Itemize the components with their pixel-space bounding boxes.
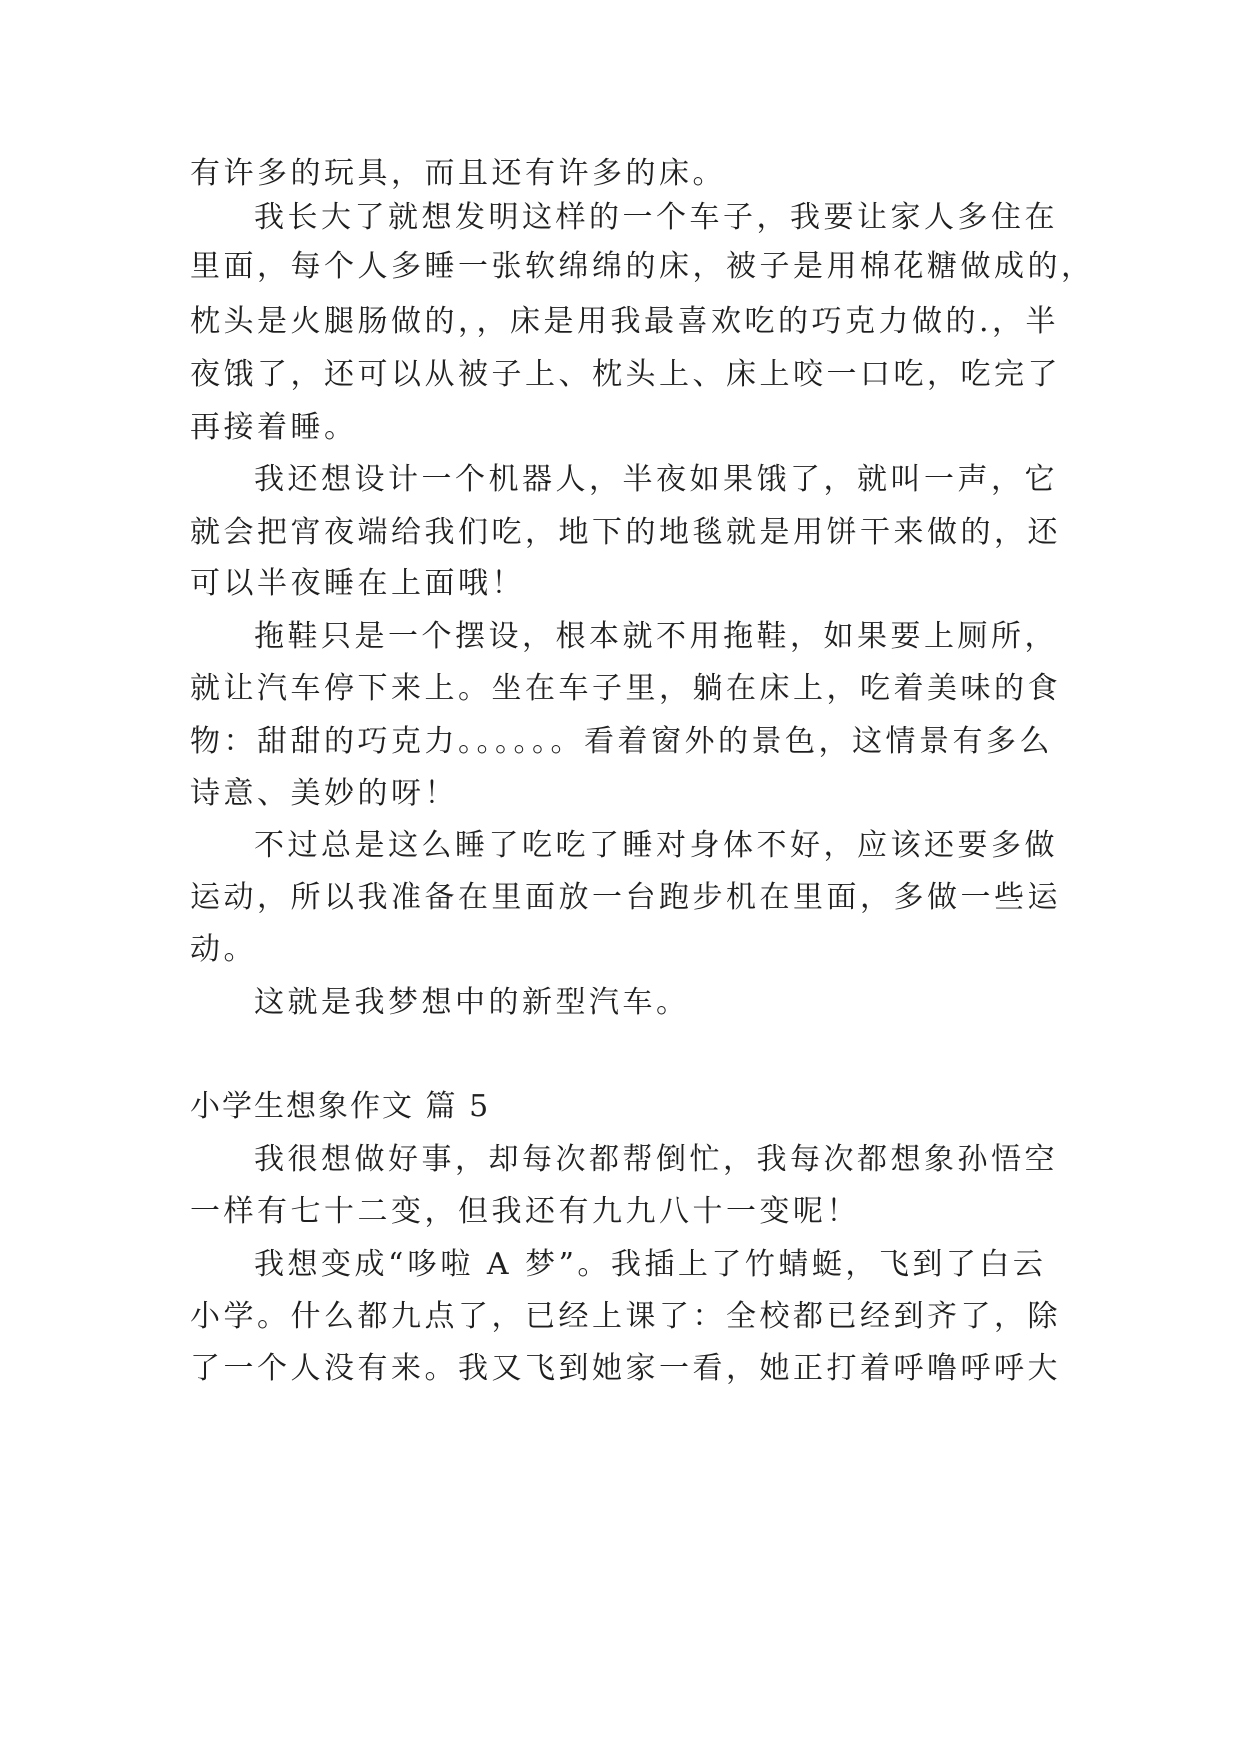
text-line-1: 有许多的玩具，而且还有许多的床。 xyxy=(190,156,726,191)
paragraph-start-line: 拖鞋只是一个摆设，根本就不用拖鞋，如果要上厕所， xyxy=(254,619,1058,654)
text-line-16: 动。 xyxy=(190,932,257,967)
paragraph-start-line: 我想变成“哆啦 A 梦”。我插上了竹蜻蜓，飞到了白云 xyxy=(254,1247,1047,1282)
text-line-13: 诗意、美妙的呀！ xyxy=(190,776,458,811)
text-line-22: 小学。什么都九点了，已经上课了：全校都已经到齐了，除 xyxy=(190,1299,1061,1334)
text-line-4: 枕头是火腿肠做的，，床是用我最喜欢吃的巧克力做的.，半 xyxy=(190,304,1060,339)
paragraph-start-line: 我还想设计一个机器人，半夜如果饿了，就叫一声，它 xyxy=(254,462,1058,497)
text-line-23: 了一个人没有来。我又飞到她家一看，她正打着呼噜呼呼大 xyxy=(190,1351,1061,1386)
text-line-12: 物：甜甜的巧克力。。。。。。看着窗外的景色，这情景有多么 xyxy=(190,724,1053,759)
text-line-5: 夜饿了，还可以从被子上、枕头上、床上咬一口吃，吃完了 xyxy=(190,357,1061,392)
text-line-6: 再接着睡。 xyxy=(190,410,358,445)
text-line-8: 就会把宵夜端给我们吃，地下的地毯就是用饼干来做的，还 xyxy=(190,515,1061,550)
text-line-3: 里面，每个人多睡一张软绵绵的床，被子是用棉花糖做成的， xyxy=(190,249,1095,284)
text-line-9: 可以半夜睡在上面哦！ xyxy=(190,566,525,601)
paragraph-start-line: 这就是我梦想中的新型汽车。 xyxy=(254,985,690,1020)
text-line-20: 一样有七十二变，但我还有九九八十一变呢！ xyxy=(190,1194,860,1229)
section-heading: 小学生想象作文 篇 5 xyxy=(190,1089,491,1124)
paragraph-start-line: 我很想做好事，却每次都帮倒忙，我每次都想象孙悟空 xyxy=(254,1142,1058,1177)
text-line-15: 运动，所以我准备在里面放一台跑步机在里面，多做一些运 xyxy=(190,880,1061,915)
paragraph-start-line: 不过总是这么睡了吃吃了睡对身体不好，应该还要多做 xyxy=(254,828,1058,863)
paragraph-start-line: 我长大了就想发明这样的一个车子，我要让家人多住在 xyxy=(254,200,1058,235)
text-line-11: 就让汽车停下来上。坐在车子里，躺在床上，吃着美味的食 xyxy=(190,671,1061,706)
